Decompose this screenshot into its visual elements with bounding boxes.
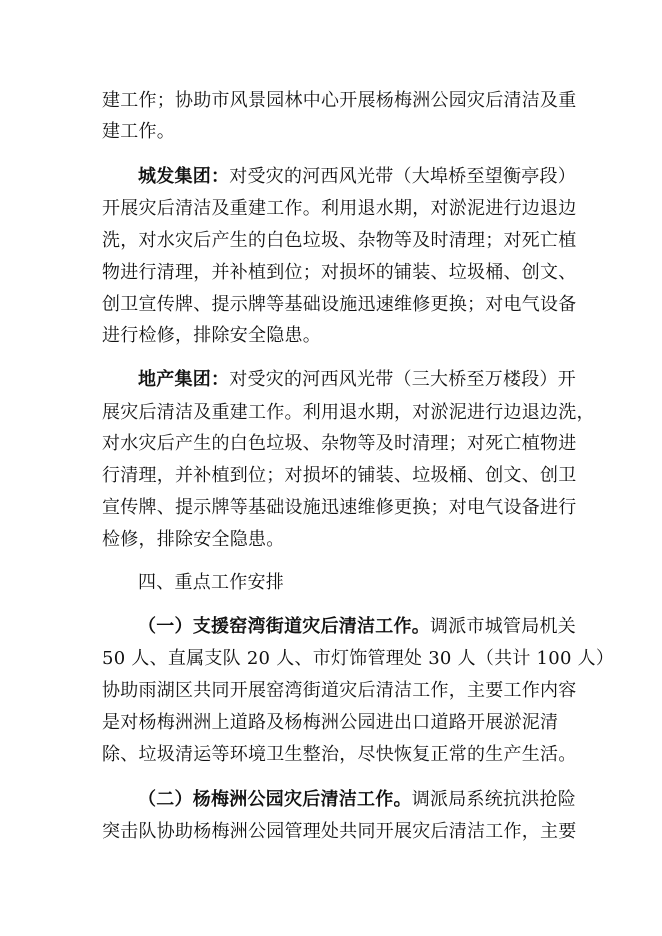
paragraph-line: 进行检修，排除安全隐患。 [102, 325, 321, 346]
item-title: （一）支援窑湾街道灾后清洁工作。 [138, 616, 430, 637]
paragraph-line: 物进行清理，并补植到位；对损坏的铺装、垃圾桶、创文、 [102, 262, 577, 283]
paragraph-line: 突击队协助杨梅洲公园管理处共同开展灾后清洁工作，主要 [102, 821, 577, 842]
lead-label: 城发集团： [138, 166, 230, 187]
paragraph-line: 检修，排除安全隐患。 [102, 529, 285, 550]
section-heading: 四、重点工作安排 [138, 572, 284, 593]
item-title: （二）杨梅洲公园灾后清洁工作。 [138, 789, 412, 810]
paragraph-line: 建工作。 [102, 121, 175, 142]
paragraph-line: 除、垃圾清运等环境卫生整治，尽快恢复正常的生产生活。 [102, 744, 577, 765]
paragraph-line: 城发集团：对受灾的河西风光带（大埠桥至望衡亭段） [138, 166, 576, 187]
paragraph-line: （二）杨梅洲公园灾后清洁工作。调派局系统抗洪抢险 [138, 789, 576, 810]
paragraph-line: 是对杨梅洲洲上道路及杨梅洲公园进出口道路开展淤泥清 [102, 712, 559, 733]
paragraph-line: 地产集团：对受灾的河西风光带（三大桥至万楼段）开 [138, 369, 576, 390]
paragraph-line: 对水灾后产生的白色垃圾、杂物等及时清理；对死亡植物进 [102, 433, 577, 454]
lead-label: 地产集团： [138, 369, 230, 390]
paragraph-line: 宣传牌、提示牌等基础设施迅速维修更换；对电气设备进行 [102, 497, 577, 518]
paragraph-line: 建工作；协助市风景园林中心开展杨梅洲公园灾后清洁及重 [102, 90, 577, 111]
paragraph-line: 协助雨湖区共同开展窑湾街道灾后清洁工作，主要工作内容 [102, 680, 577, 701]
paragraph-line: 50 人、直属支队 20 人、市灯饰管理处 30 人（共计 100 人） [102, 648, 615, 669]
paragraph-line: （一）支援窑湾街道灾后清洁工作。调派市城管局机关 [138, 616, 576, 637]
paragraph-line: 洗，对水灾后产生的白色垃圾、杂物等及时清理；对死亡植 [102, 230, 577, 251]
paragraph-line: 创卫宣传牌、提示牌等基础设施迅速维修更换；对电气设备 [102, 294, 577, 315]
paragraph-line: 行清理，并补植到位；对损坏的铺装、垃圾桶、创文、创卫 [102, 465, 577, 486]
paragraph-line: 开展灾后清洁及重建工作。利用退水期，对淤泥进行边退边 [102, 198, 577, 219]
paragraph-line: 展灾后清洁及重建工作。利用退水期，对淤泥进行边退边洗， [102, 402, 595, 423]
